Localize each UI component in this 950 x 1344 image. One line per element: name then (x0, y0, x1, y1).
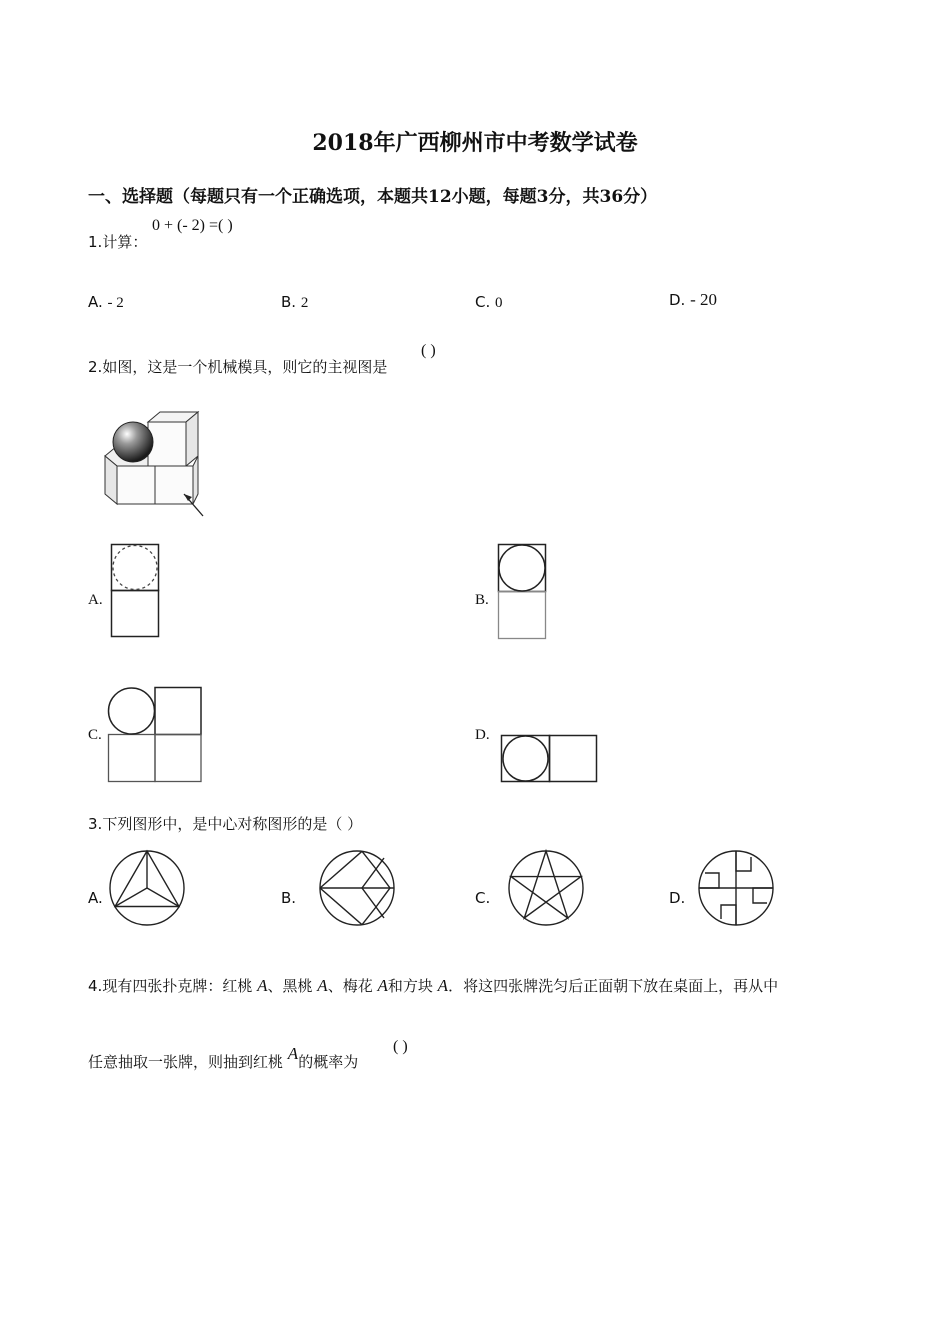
q3-option-c-figure (507, 849, 587, 929)
q1-option-a[interactable] (88, 293, 124, 312)
option-value: 2 (300, 295, 309, 311)
question-1 (88, 231, 147, 252)
option-letter: A. (88, 293, 103, 311)
q2-option-b-letter[interactable]: B. (475, 592, 489, 608)
question-3 (88, 813, 362, 834)
q4-text-part: ．将这四张牌洗匀后正面朝下放在桌面上，再从中 (448, 977, 779, 995)
q2-option-a-letter[interactable]: A. (88, 592, 103, 608)
q3-option-d-letter[interactable]: D. (669, 889, 686, 907)
q2-option-d-letter[interactable]: D. (475, 727, 490, 743)
option-value: 0 (495, 295, 503, 311)
q4-text-part: 、梅花 (327, 977, 373, 995)
section-heading: 一、选择题（每题只有一个正确选项，本题共12小题，每题3分，共36分） (88, 187, 658, 207)
option-value: - 20 (690, 290, 718, 309)
q1-option-c[interactable] (475, 293, 503, 312)
q1-option-b[interactable] (281, 293, 308, 312)
q2-option-a-figure (110, 543, 162, 639)
q4-paren: ( ) (393, 1038, 408, 1055)
option-letter: C. (475, 293, 491, 311)
q4-text-part: 现有四张扑克牌：红桃 (102, 977, 253, 995)
option-value: - 2 (107, 295, 124, 311)
question-4-line-2 (88, 1044, 359, 1072)
q4-text-part: 和方块 (387, 977, 433, 995)
q3-option-c-letter[interactable]: C. (475, 889, 491, 907)
q4-text-part: 任意抽取一张牌，则抽到红桃 (88, 1053, 284, 1071)
option-letter: B. (281, 293, 297, 311)
q4-var-a: A (287, 1044, 299, 1063)
q2-option-d-figure (500, 734, 600, 784)
q4-text-part: 、黑桃 (267, 977, 313, 995)
question-4-line-1 (88, 975, 778, 996)
q4-var-a: A (317, 976, 328, 995)
q3-option-b-figure (318, 849, 398, 929)
mold-3d-figure (100, 406, 215, 521)
q3-option-a-letter[interactable]: A. (88, 889, 103, 907)
q2-option-c-letter[interactable]: C. (88, 727, 102, 743)
question-number: 3. (88, 815, 103, 833)
q2-option-b-figure (497, 543, 549, 641)
q2-option-c-figure (107, 686, 205, 784)
q4-var-a: A (257, 976, 268, 995)
q4-var-a: A (377, 976, 388, 995)
question-stem: 计算： (102, 233, 148, 251)
q1-option-d[interactable] (669, 290, 717, 310)
question-number: 1. (88, 233, 103, 251)
q1-expression: 0 + (- 2) =( ) (152, 217, 233, 234)
question-stem: 如图，这是一个机械模具，则它的主视图是 (102, 358, 388, 376)
question-2 (88, 356, 387, 377)
question-stem: 下列图形中，是中心对称图形的是（ ） (102, 815, 363, 833)
exam-title: 2018年广西柳州市中考数学试卷 (312, 130, 638, 156)
q3-option-a-figure (108, 849, 188, 929)
q3-option-b-letter[interactable]: B. (281, 889, 297, 907)
q3-option-d-figure (697, 849, 777, 929)
q2-paren: ( ) (421, 342, 436, 359)
option-letter: D. (669, 291, 686, 309)
question-number: 4. (88, 977, 103, 995)
question-number: 2. (88, 358, 103, 376)
q4-text-part: 的概率为 (298, 1053, 359, 1071)
q4-var-a: A (437, 976, 449, 995)
